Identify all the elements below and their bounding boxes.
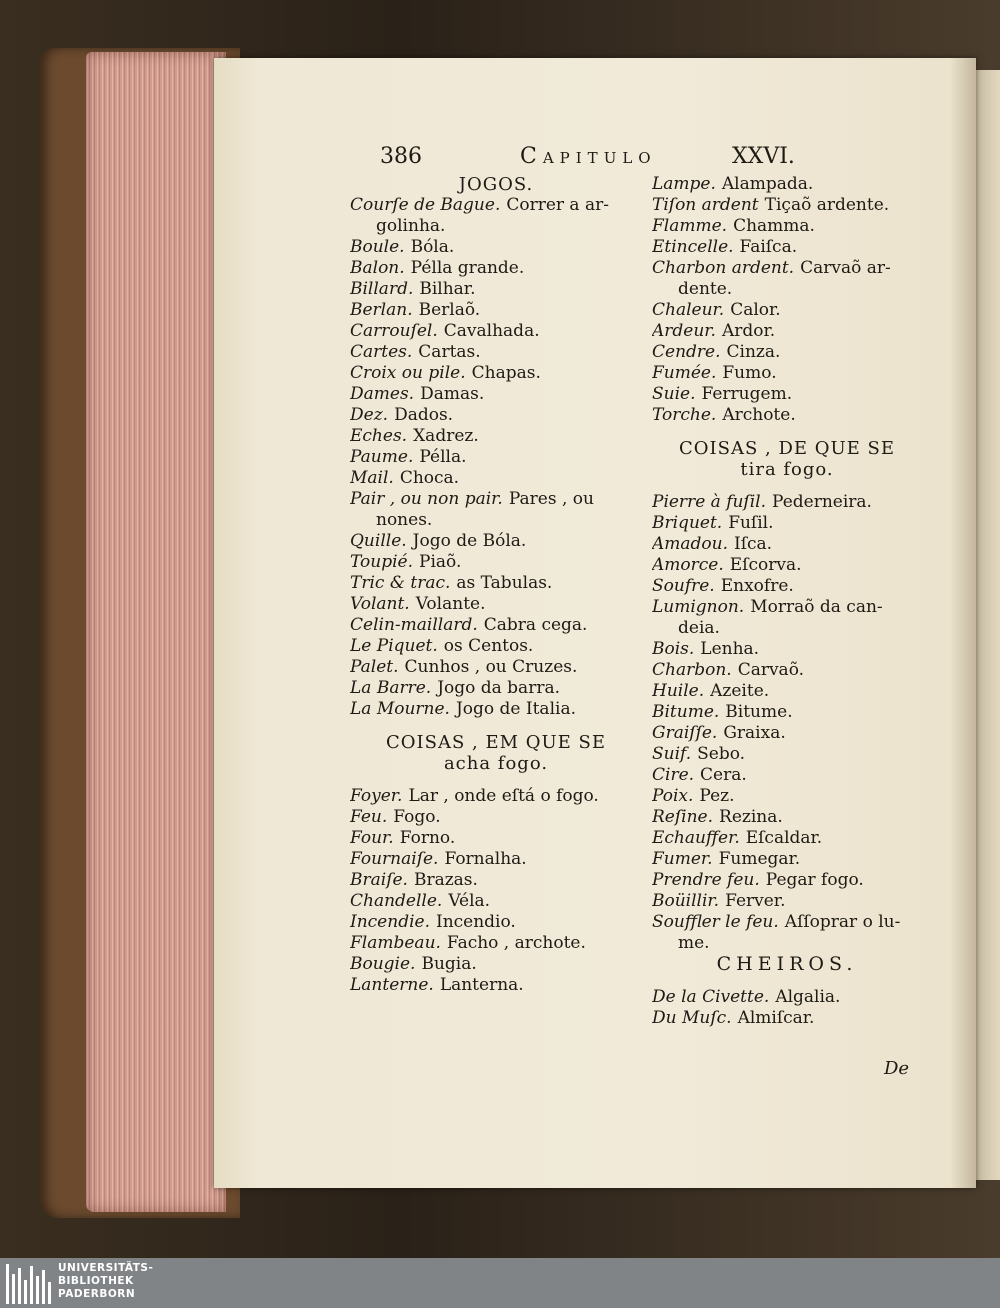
french-term: Boüillir. [652, 891, 720, 911]
entry-continuation: deia. [678, 618, 720, 638]
french-term: Ardeur. [652, 321, 716, 341]
glossary-entry [350, 384, 642, 405]
portuguese-term: Rezina. [719, 807, 783, 827]
logo-bar [24, 1280, 27, 1304]
portuguese-term: Xadrez. [413, 426, 479, 446]
glossary-entry [652, 870, 922, 891]
french-term: Torche. [652, 405, 717, 425]
french-term: Billard. [350, 279, 414, 299]
portuguese-term: Pélla grande. [410, 258, 525, 278]
portuguese-term: Archote. [722, 405, 796, 425]
portuguese-term: Choca. [399, 468, 460, 488]
french-term: Prendre feu. [652, 870, 760, 890]
library-name-line: BIBLIOTHEK [58, 1275, 134, 1287]
section-spacer [350, 774, 642, 786]
french-term: Courſe de Bague. [350, 195, 501, 215]
portuguese-term: Pez. [699, 786, 735, 806]
glossary-entry [652, 342, 922, 363]
glossary-entry [350, 870, 642, 891]
glossary-entry [652, 555, 922, 576]
french-term: Amorce. [652, 555, 724, 575]
logo-bar [48, 1282, 51, 1304]
french-term: Suie. [652, 384, 696, 404]
glossary-entry [652, 807, 922, 828]
portuguese-term: Fornalha. [444, 849, 527, 869]
french-term: Celin-maillard. [350, 615, 478, 635]
portuguese-term: Cavalhada. [443, 321, 540, 341]
french-term: Le Piquet. [350, 636, 438, 656]
portuguese-term: Aſſoprar o lu- [784, 912, 901, 932]
portuguese-term: Dados. [394, 405, 454, 425]
right-column [652, 174, 922, 1029]
glossary-entry [350, 933, 642, 954]
glossary-entry [350, 573, 642, 594]
glossary-entry [350, 891, 642, 912]
glossary-entry [350, 657, 642, 678]
portuguese-term: Algalia. [775, 987, 841, 1007]
glossary-entry [652, 849, 922, 870]
glossary-entry [350, 342, 642, 363]
french-term: Huile. [652, 681, 705, 701]
portuguese-term: Bitume. [725, 702, 793, 722]
portuguese-term: Carvaõ ar- [800, 258, 891, 278]
glossary-entry [350, 615, 642, 636]
glossary-entry [350, 195, 642, 216]
glossary-entry [350, 975, 642, 996]
french-term: Briquet. [652, 513, 723, 533]
french-term: Bitume. [652, 702, 720, 722]
french-term: Graiſſe. [652, 723, 718, 743]
portuguese-term: Calor. [730, 300, 781, 320]
entry-continuation: golinha. [376, 216, 446, 236]
french-term: Charbon ardent. [652, 258, 795, 278]
portuguese-term: as Tabulas. [456, 573, 553, 593]
glossary-entry [652, 321, 922, 342]
section-heading: acha fogo. [443, 753, 549, 774]
portuguese-term: Tiçaõ ardente. [764, 195, 890, 215]
portuguese-term: Almiſcar. [737, 1008, 815, 1028]
logo-bar [6, 1264, 9, 1304]
portuguese-term: Enxofre. [720, 576, 794, 596]
french-term: Palet. [350, 657, 399, 677]
french-term: Soufre. [652, 576, 715, 596]
glossary-entry [652, 786, 922, 807]
french-term: Cire. [652, 765, 695, 785]
glossary-entry [652, 405, 922, 426]
french-term: Incendie. [350, 912, 430, 932]
portuguese-term: Correr a ar- [506, 195, 609, 215]
portuguese-term: Berlaõ. [418, 300, 481, 320]
french-term: Croix ou pile. [350, 363, 466, 383]
portuguese-term: Piaõ. [419, 552, 462, 572]
french-term: Charbon. [652, 660, 732, 680]
glossary-entry [652, 216, 922, 237]
glossary-entry [350, 849, 642, 870]
glossary-entry [350, 954, 642, 975]
glossary-entry [350, 912, 642, 933]
logo-bar [42, 1270, 45, 1304]
portuguese-term: Facho , archote. [446, 933, 586, 953]
catchword: De [884, 1058, 910, 1079]
french-term: Suif. [652, 744, 692, 764]
section-spacer [652, 480, 922, 492]
french-term: Fumer. [652, 849, 713, 869]
logo-bar [36, 1276, 39, 1304]
glossary-entry [652, 174, 922, 195]
french-term: Flamme. [652, 216, 728, 236]
portuguese-term: Faiſca. [739, 237, 798, 257]
glossary-entry [350, 828, 642, 849]
french-term: Chandelle. [350, 891, 443, 911]
glossary-entry [652, 384, 922, 405]
portuguese-term: Chamma. [733, 216, 815, 236]
glossary-entry [350, 405, 642, 426]
french-term: Etincelle. [652, 237, 734, 257]
portuguese-term: Pélla. [419, 447, 467, 467]
french-term: Flambeau. [350, 933, 441, 953]
french-term: Lanterne. [350, 975, 434, 995]
french-term: Pierre à fuſil. [652, 492, 767, 512]
portuguese-term: Graixa. [723, 723, 786, 743]
french-term: Volant. [350, 594, 410, 614]
french-term: Cartes. [350, 342, 413, 362]
french-term: Tiſon ardent [652, 195, 759, 215]
glossary-entry [652, 702, 922, 723]
portuguese-term: Lenha. [700, 639, 760, 659]
portuguese-term: Fumo. [722, 363, 777, 383]
glossary-entry [350, 468, 642, 489]
glossary-entry [350, 426, 642, 447]
french-term: Fournaiſe. [350, 849, 439, 869]
french-term: Feu. [350, 807, 388, 827]
french-term: Boule. [350, 237, 405, 257]
portuguese-term: Damas. [420, 384, 485, 404]
glossary-entry [652, 744, 922, 765]
french-term: De la Civette. [652, 987, 770, 1007]
library-footer [0, 1258, 1000, 1308]
french-term: Tric & trac. [350, 573, 451, 593]
glossary-entry [350, 678, 642, 699]
french-term: Cendre. [652, 342, 721, 362]
portuguese-term: os Centos. [443, 636, 534, 656]
glossary-entry [652, 987, 922, 1008]
portuguese-term: Forno. [399, 828, 456, 848]
french-term: Chaleur. [652, 300, 725, 320]
left-column [350, 174, 642, 996]
french-term: Du Muſc. [652, 1008, 732, 1028]
page-edges [86, 52, 226, 1212]
glossary-entry [652, 912, 922, 933]
glossary-entry [350, 447, 642, 468]
section-heading: COISAS , DE QUE SE [678, 438, 896, 459]
chapter-number: XXVI. [732, 144, 795, 169]
french-term: Balon. [350, 258, 405, 278]
logo-bar [30, 1266, 33, 1304]
glossary-entry [350, 279, 642, 300]
glossary-entry [350, 489, 642, 510]
glossary-entry [652, 660, 922, 681]
portuguese-term: Pederneira. [772, 492, 872, 512]
portuguese-term: Ferver. [725, 891, 786, 911]
glossary-entry [350, 636, 642, 657]
glossary-entry [652, 300, 922, 321]
portuguese-term: Cartas. [418, 342, 481, 362]
glossary-entry [350, 531, 642, 552]
french-term: Four. [350, 828, 394, 848]
glossary-entry [652, 258, 922, 279]
portuguese-term: Volante. [415, 594, 486, 614]
portuguese-term: Incendio. [435, 912, 516, 932]
french-term: Dames. [350, 384, 415, 404]
glossary-entry [652, 513, 922, 534]
section-heading: tira fogo. [740, 459, 834, 480]
logo-bar [18, 1268, 21, 1304]
section-spacer [652, 426, 922, 438]
french-term: Berlan. [350, 300, 413, 320]
glossary-entry [350, 258, 642, 279]
section-heading: JOGOS. [458, 174, 534, 195]
portuguese-term: Iſca. [734, 534, 773, 554]
french-term: Fumée. [652, 363, 717, 383]
glossary-entry [350, 321, 642, 342]
glossary-entry [652, 492, 922, 513]
glossary-entry [652, 534, 922, 555]
french-term: Braiſe. [350, 870, 408, 890]
glossary-entry [652, 597, 922, 618]
glossary-entry [652, 237, 922, 258]
portuguese-term: Eſcaldar. [745, 828, 823, 848]
portuguese-term: Jogo de Bóla. [412, 531, 527, 551]
portuguese-term: Cera. [700, 765, 747, 785]
section-heading: COISAS , EM QUE SE [385, 732, 607, 753]
french-term: Reſine. [652, 807, 714, 827]
portuguese-term: Alampada. [721, 174, 814, 194]
glossary-entry [652, 576, 922, 597]
portuguese-term: Eſcorva. [729, 555, 802, 575]
french-term: Mail. [350, 468, 394, 488]
glossary-entry [652, 1008, 922, 1029]
french-term: Echauffer. [652, 828, 740, 848]
glossary-entry [652, 195, 922, 216]
library-name-line: UNIVERSITÄTS- [58, 1262, 154, 1274]
running-head [380, 144, 800, 168]
glossary-entry [350, 300, 642, 321]
glossary-entry [350, 237, 642, 258]
glossary-entry [652, 723, 922, 744]
glossary-entry [652, 639, 922, 660]
portuguese-term: Fuſil. [728, 513, 774, 533]
french-term: Foyer. [350, 786, 403, 806]
french-term: Eches. [350, 426, 408, 446]
glossary-entry [350, 552, 642, 573]
portuguese-term: Cunhos , ou Cruzes. [404, 657, 578, 677]
glossary-entry [652, 828, 922, 849]
entry-continuation: dente. [678, 279, 733, 299]
chapter-label: Capitulo [520, 144, 657, 169]
portuguese-term: Ferrugem. [701, 384, 793, 404]
library-logo-icon [6, 1262, 52, 1304]
portuguese-term: Cinza. [726, 342, 781, 362]
portuguese-term: Brazas. [413, 870, 478, 890]
portuguese-term: Fogo. [393, 807, 441, 827]
french-term: Lampe. [652, 174, 716, 194]
glossary-entry [652, 363, 922, 384]
portuguese-term: Morraõ da can- [750, 597, 883, 617]
glossary-entry [350, 786, 642, 807]
french-term: Lumignon. [652, 597, 745, 617]
portuguese-term: Ardor. [721, 321, 776, 341]
portuguese-term: Pegar fogo. [765, 870, 864, 890]
section-spacer [652, 975, 922, 987]
french-term: Pair , ou non pair. [350, 489, 503, 509]
french-term: Carrouſel. [350, 321, 438, 341]
portuguese-term: Lanterna. [439, 975, 524, 995]
portuguese-term: Azeite. [710, 681, 770, 701]
page-gutter [950, 58, 976, 1188]
library-name-line: PADERBORN [58, 1288, 136, 1300]
french-term: Poix. [652, 786, 694, 806]
portuguese-term: Chapas. [471, 363, 541, 383]
french-term: Dez. [350, 405, 389, 425]
entry-continuation: nones. [376, 510, 433, 530]
french-term: Bougie. [350, 954, 416, 974]
glossary-entry [350, 807, 642, 828]
logo-bar [12, 1274, 15, 1304]
page-number: 386 [380, 144, 422, 169]
french-term: La Mourne. [350, 699, 450, 719]
glossary-entry [350, 594, 642, 615]
portuguese-term: Pares , ou [508, 489, 594, 509]
glossary-entry [652, 765, 922, 786]
french-term: Paume. [350, 447, 414, 467]
portuguese-term: Fumegar. [718, 849, 801, 869]
portuguese-term: Véla. [448, 891, 491, 911]
glossary-entry [350, 699, 642, 720]
section-spacer [350, 720, 642, 732]
portuguese-term: Bóla. [410, 237, 455, 257]
french-term: Toupié. [350, 552, 413, 572]
portuguese-term: Cabra cega. [483, 615, 588, 635]
portuguese-term: Bilhar. [419, 279, 476, 299]
portuguese-term: Jogo da barra. [437, 678, 560, 698]
portuguese-term: Sebo. [697, 744, 746, 764]
portuguese-term: Carvaõ. [737, 660, 805, 680]
entry-continuation: me. [678, 933, 710, 953]
french-term: Quille. [350, 531, 407, 551]
glossary-entry [652, 681, 922, 702]
portuguese-term: Bugia. [421, 954, 477, 974]
portuguese-term: Jogo de Italia. [455, 699, 576, 719]
french-term: Amadou. [652, 534, 729, 554]
french-term: Bois. [652, 639, 695, 659]
section-heading: CHEIROS. [716, 954, 858, 975]
library-name [58, 1262, 153, 1301]
french-term: La Barre. [350, 678, 432, 698]
french-term: Souffler le feu. [652, 912, 779, 932]
portuguese-term: Lar , onde eſtá o fogo. [408, 786, 599, 806]
glossary-entry [652, 891, 922, 912]
glossary-entry [350, 363, 642, 384]
